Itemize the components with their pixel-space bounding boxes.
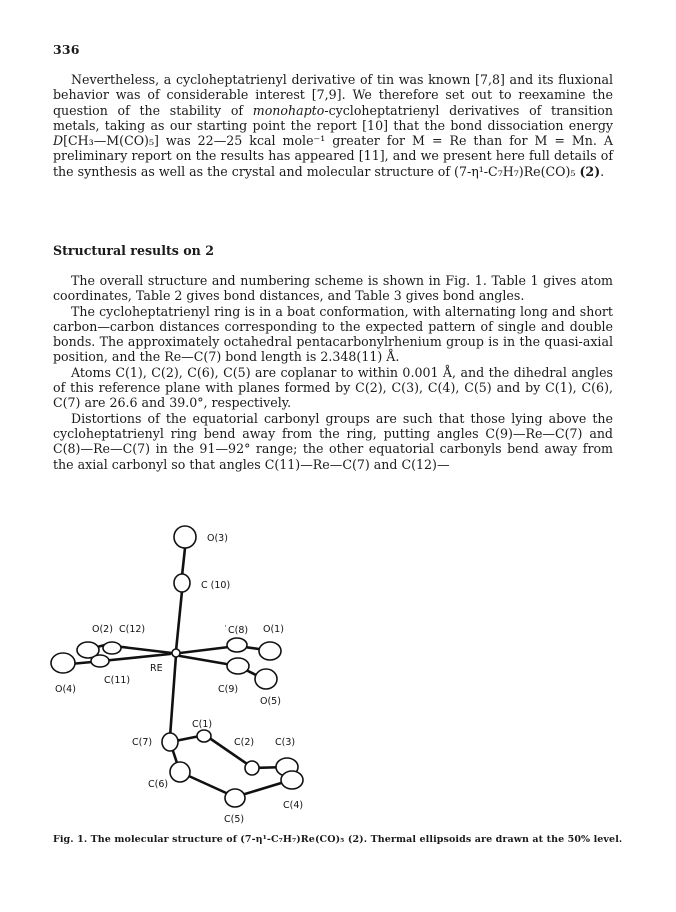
label-c3: C(3) xyxy=(275,737,296,748)
label-c5: C(5) xyxy=(224,814,245,825)
atom-c12 xyxy=(103,642,121,654)
page-number: 336 xyxy=(53,42,80,57)
label-c12: C(12) xyxy=(119,624,146,635)
label-c4: C(4) xyxy=(283,800,304,811)
atom-c8 xyxy=(227,638,247,652)
bond-re-c7 xyxy=(170,655,176,737)
atom-c5 xyxy=(225,789,245,807)
atom-o1 xyxy=(259,642,281,660)
section-heading: Structural results on 2 xyxy=(53,243,214,258)
label-c1: C(1) xyxy=(192,719,213,730)
label-o3: O(3) xyxy=(207,533,228,544)
label-c6: C(6) xyxy=(148,779,169,790)
bond-c10-re xyxy=(176,591,182,651)
intro-paragraph: Nevertheless, a cycloheptatrienyl derivative of tin was known [7,8] and its fluxional behavior was of considerable interest [7,9]. We therefore set out to reexamine the question of the stability of monohapto-cycloheptatrienyl derivatives of transition metals, taking as our starting point the report [10] that the bond dissociation energy D[CH₃—M(CO)₅] was 22—25 kcal mole⁻¹ greater for M = Re than for M = Mn. A preliminary report on the results has appeared [11], and we present here full details of the synthesis as well as the crystal and molecular structure of (7-η¹-C₇H₇)Re(CO)₅ (2). xyxy=(53,72,613,179)
atom-c4 xyxy=(281,771,303,789)
label-o4: O(4) xyxy=(55,684,76,695)
label-o2: O(2) xyxy=(92,624,113,635)
atom-c1 xyxy=(197,730,211,742)
label-c8: ̇C(8) xyxy=(228,625,249,636)
paragraph-ring-conformation: The cycloheptatrienyl ring is in a boat conformation, with alternating long and short carbon—carbon distances corresponding to the expected pattern of single and double bonds. The approximately octahedral pentacarbonylrhenium group is in the quasi-axial position, and the Re—C(7) bond length is 2.348(11) Å. xyxy=(53,303,613,365)
paragraph-carbonyl-distortions: Distortions of the equatorial carbonyl groups are such that those lying above the cycloheptatrienyl ring bend away from the ring, putting angles C(9)—Re—C(7) and C(8)—Re—C(7) in the 91—92° range; the other equatorial carbonyls bend away from the axial carbonyl so that angles C(11)—Re—C(7) and C(12)— xyxy=(53,410,613,472)
paragraph-overall-structure: The overall structure and numbering scheme is shown in Fig. 1. Table 1 gives atom coordinates, Table 2 gives bond distances, and Table 3 gives bond angles. xyxy=(53,273,613,304)
paragraph-coplanar-atoms: Atoms C(1), C(2), C(6), C(5) are coplanar to within 0.001 Å, and the dihedral angles of this reference plane with planes formed by C(2), C(3), C(4), C(5) and by C(1), C(6), C(7) are 26.6 and 39.0°, respectively. xyxy=(53,364,613,411)
atom-c9 xyxy=(227,658,249,674)
atom-c7 xyxy=(162,733,178,751)
label-re: RE xyxy=(150,663,163,674)
label-o5: O(5) xyxy=(260,696,281,707)
label-c2: C(2) xyxy=(234,737,255,748)
label-c10: C (10) xyxy=(201,580,231,591)
atom-o5 xyxy=(255,669,277,689)
atom-re xyxy=(172,649,180,657)
bond-o3-c10 xyxy=(182,548,185,576)
label-o1: O(1) xyxy=(263,624,284,635)
atom-c10 xyxy=(174,574,190,592)
atom-c2 xyxy=(245,761,259,775)
label-c7: C(7) xyxy=(132,737,153,748)
label-c11: C(11) xyxy=(104,675,131,686)
atom-o3 xyxy=(174,526,196,548)
atom-o4 xyxy=(51,653,75,673)
label-c9: C(9) xyxy=(218,684,239,695)
atom-c6 xyxy=(170,762,190,782)
figure-caption: Fig. 1. The molecular structure of (7-η¹-C₇H₇)Re(CO)₅ (2). Thermal ellipsoids are drawn at the 50% level. xyxy=(53,834,623,845)
atom-c11 xyxy=(91,655,109,667)
